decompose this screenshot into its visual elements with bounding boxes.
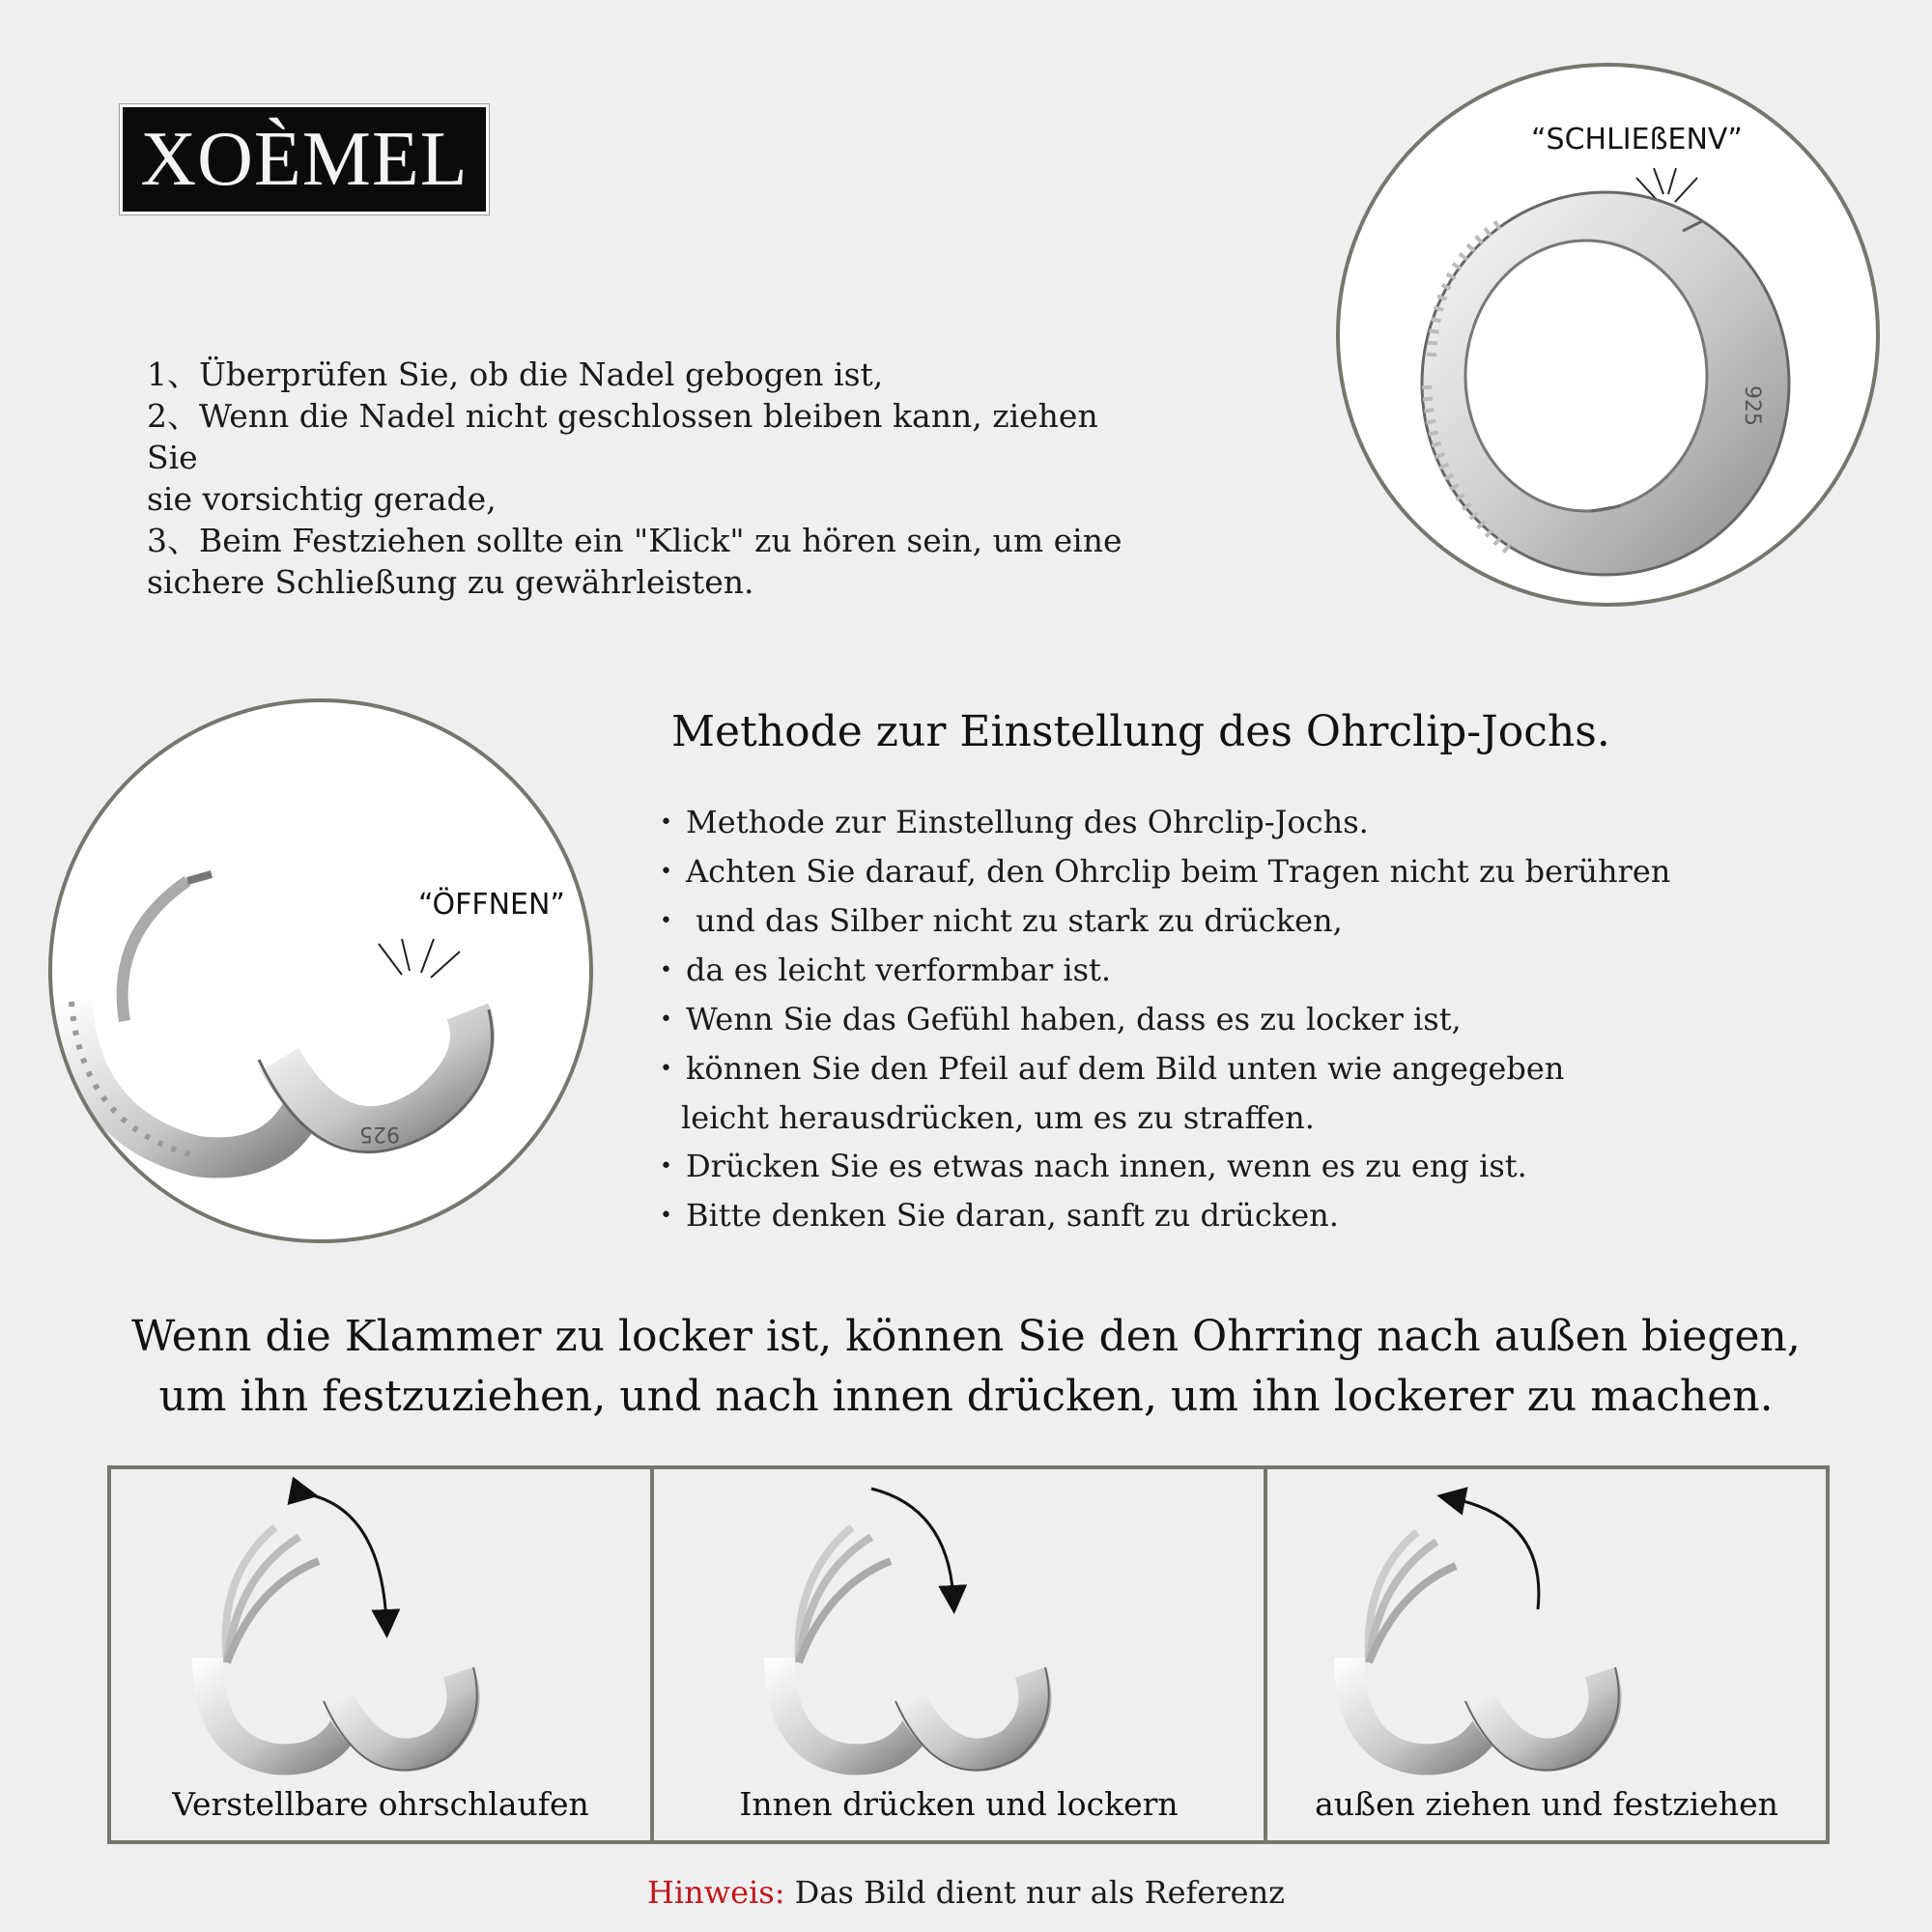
panel-caption: außen ziehen und festziehen <box>1315 1785 1778 1823</box>
arrow-inward-icon <box>871 1489 953 1600</box>
open-earring-image <box>48 698 593 1243</box>
list-item: • und das Silber nicht zu stark zu drücken, <box>660 896 1771 946</box>
bullet-icon: • <box>660 1057 672 1081</box>
list-item: • Achten Sie darauf, den Ohrclip beim Tragen nicht zu berühren <box>660 847 1771 896</box>
open-hoop-illustration <box>52 702 589 1239</box>
panel-caption: Verstellbare ohrschlaufen <box>172 1785 589 1823</box>
click-lines-icon <box>379 939 460 978</box>
bullet-icon: • <box>660 1154 672 1179</box>
panel-pull-outward <box>1264 1469 1826 1840</box>
step-line: 2、Wenn die Nadel nicht geschlossen bleiben kann, ziehen Sie <box>147 397 1098 476</box>
bullet-icon: • <box>660 958 672 982</box>
list-item-continuation: leicht herausdrücken, um es zu straffen. <box>681 1099 1315 1136</box>
note-highlight: Hinweis: <box>646 1874 785 1911</box>
reference-note <box>0 1874 1932 1911</box>
headline-line-2: um ihn festzuziehen, und nach innen drücken, um ihn lockerer zu machen. <box>158 1372 1774 1421</box>
hallmark-text: 925 <box>1740 385 1764 426</box>
list-item: • Bitte denken Sie daran, sanft zu drücken. <box>660 1191 1771 1240</box>
bullet-icon: • <box>660 1008 672 1032</box>
panel-adjustable <box>111 1469 650 1840</box>
step-line: sichere Schließung zu gewährleisten. <box>147 563 754 601</box>
list-item: • Methode zur Einstellung des Ohrclip-Jochs. <box>660 798 1771 847</box>
brand-logo <box>120 104 489 214</box>
list-item: • können Sie den Pfeil auf dem Bild unten wie angegeben <box>660 1044 1771 1094</box>
list-item: • Drücken Sie es etwas nach innen, wenn es zu eng ist. <box>660 1142 1771 1191</box>
bullet-icon: • <box>660 860 672 884</box>
bullet-icon: • <box>660 909 672 933</box>
method-bullet-list <box>660 798 1771 1240</box>
note-text: Das Bild dient nur als Referenz <box>784 1874 1286 1911</box>
adjustment-panels <box>107 1465 1830 1844</box>
instruction-steps <box>147 354 1151 603</box>
panel-caption: Innen drücken und lockern <box>739 1785 1179 1823</box>
list-item: • da es leicht verformbar ist. <box>660 946 1771 995</box>
bullet-icon: • <box>660 810 672 835</box>
brand-logo-text: XOÈMEL <box>140 116 469 202</box>
step-line: 1、Überprüfen Sie, ob die Nadel gebogen ist, <box>147 355 884 393</box>
list-item: • Wenn Sie das Gefühl haben, dass es zu locker ist, <box>660 995 1771 1044</box>
method-title: Methode zur Einstellung des Ohrclip-Jochs. <box>671 707 1610 756</box>
open-label: “ÖFFNEN” <box>418 888 565 922</box>
arrow-outward-icon <box>1451 1498 1539 1609</box>
step-line: sie vorsichtig gerade, <box>147 480 497 518</box>
hallmark-text: 925 <box>359 1122 400 1146</box>
adjustment-headline <box>0 1307 1932 1427</box>
headline-line-1: Wenn die Klammer zu locker ist, können Sie den Ohrring nach außen biegen, <box>131 1312 1801 1361</box>
bullet-icon: • <box>660 1204 672 1228</box>
step-line: 3、Beim Festziehen sollte ein "Klick" zu hören sein, um eine <box>147 522 1122 559</box>
closed-earring-image <box>1336 63 1880 607</box>
closed-label: “SCHLIEßENV” <box>1531 123 1743 156</box>
panel-push-inward <box>650 1469 1264 1840</box>
